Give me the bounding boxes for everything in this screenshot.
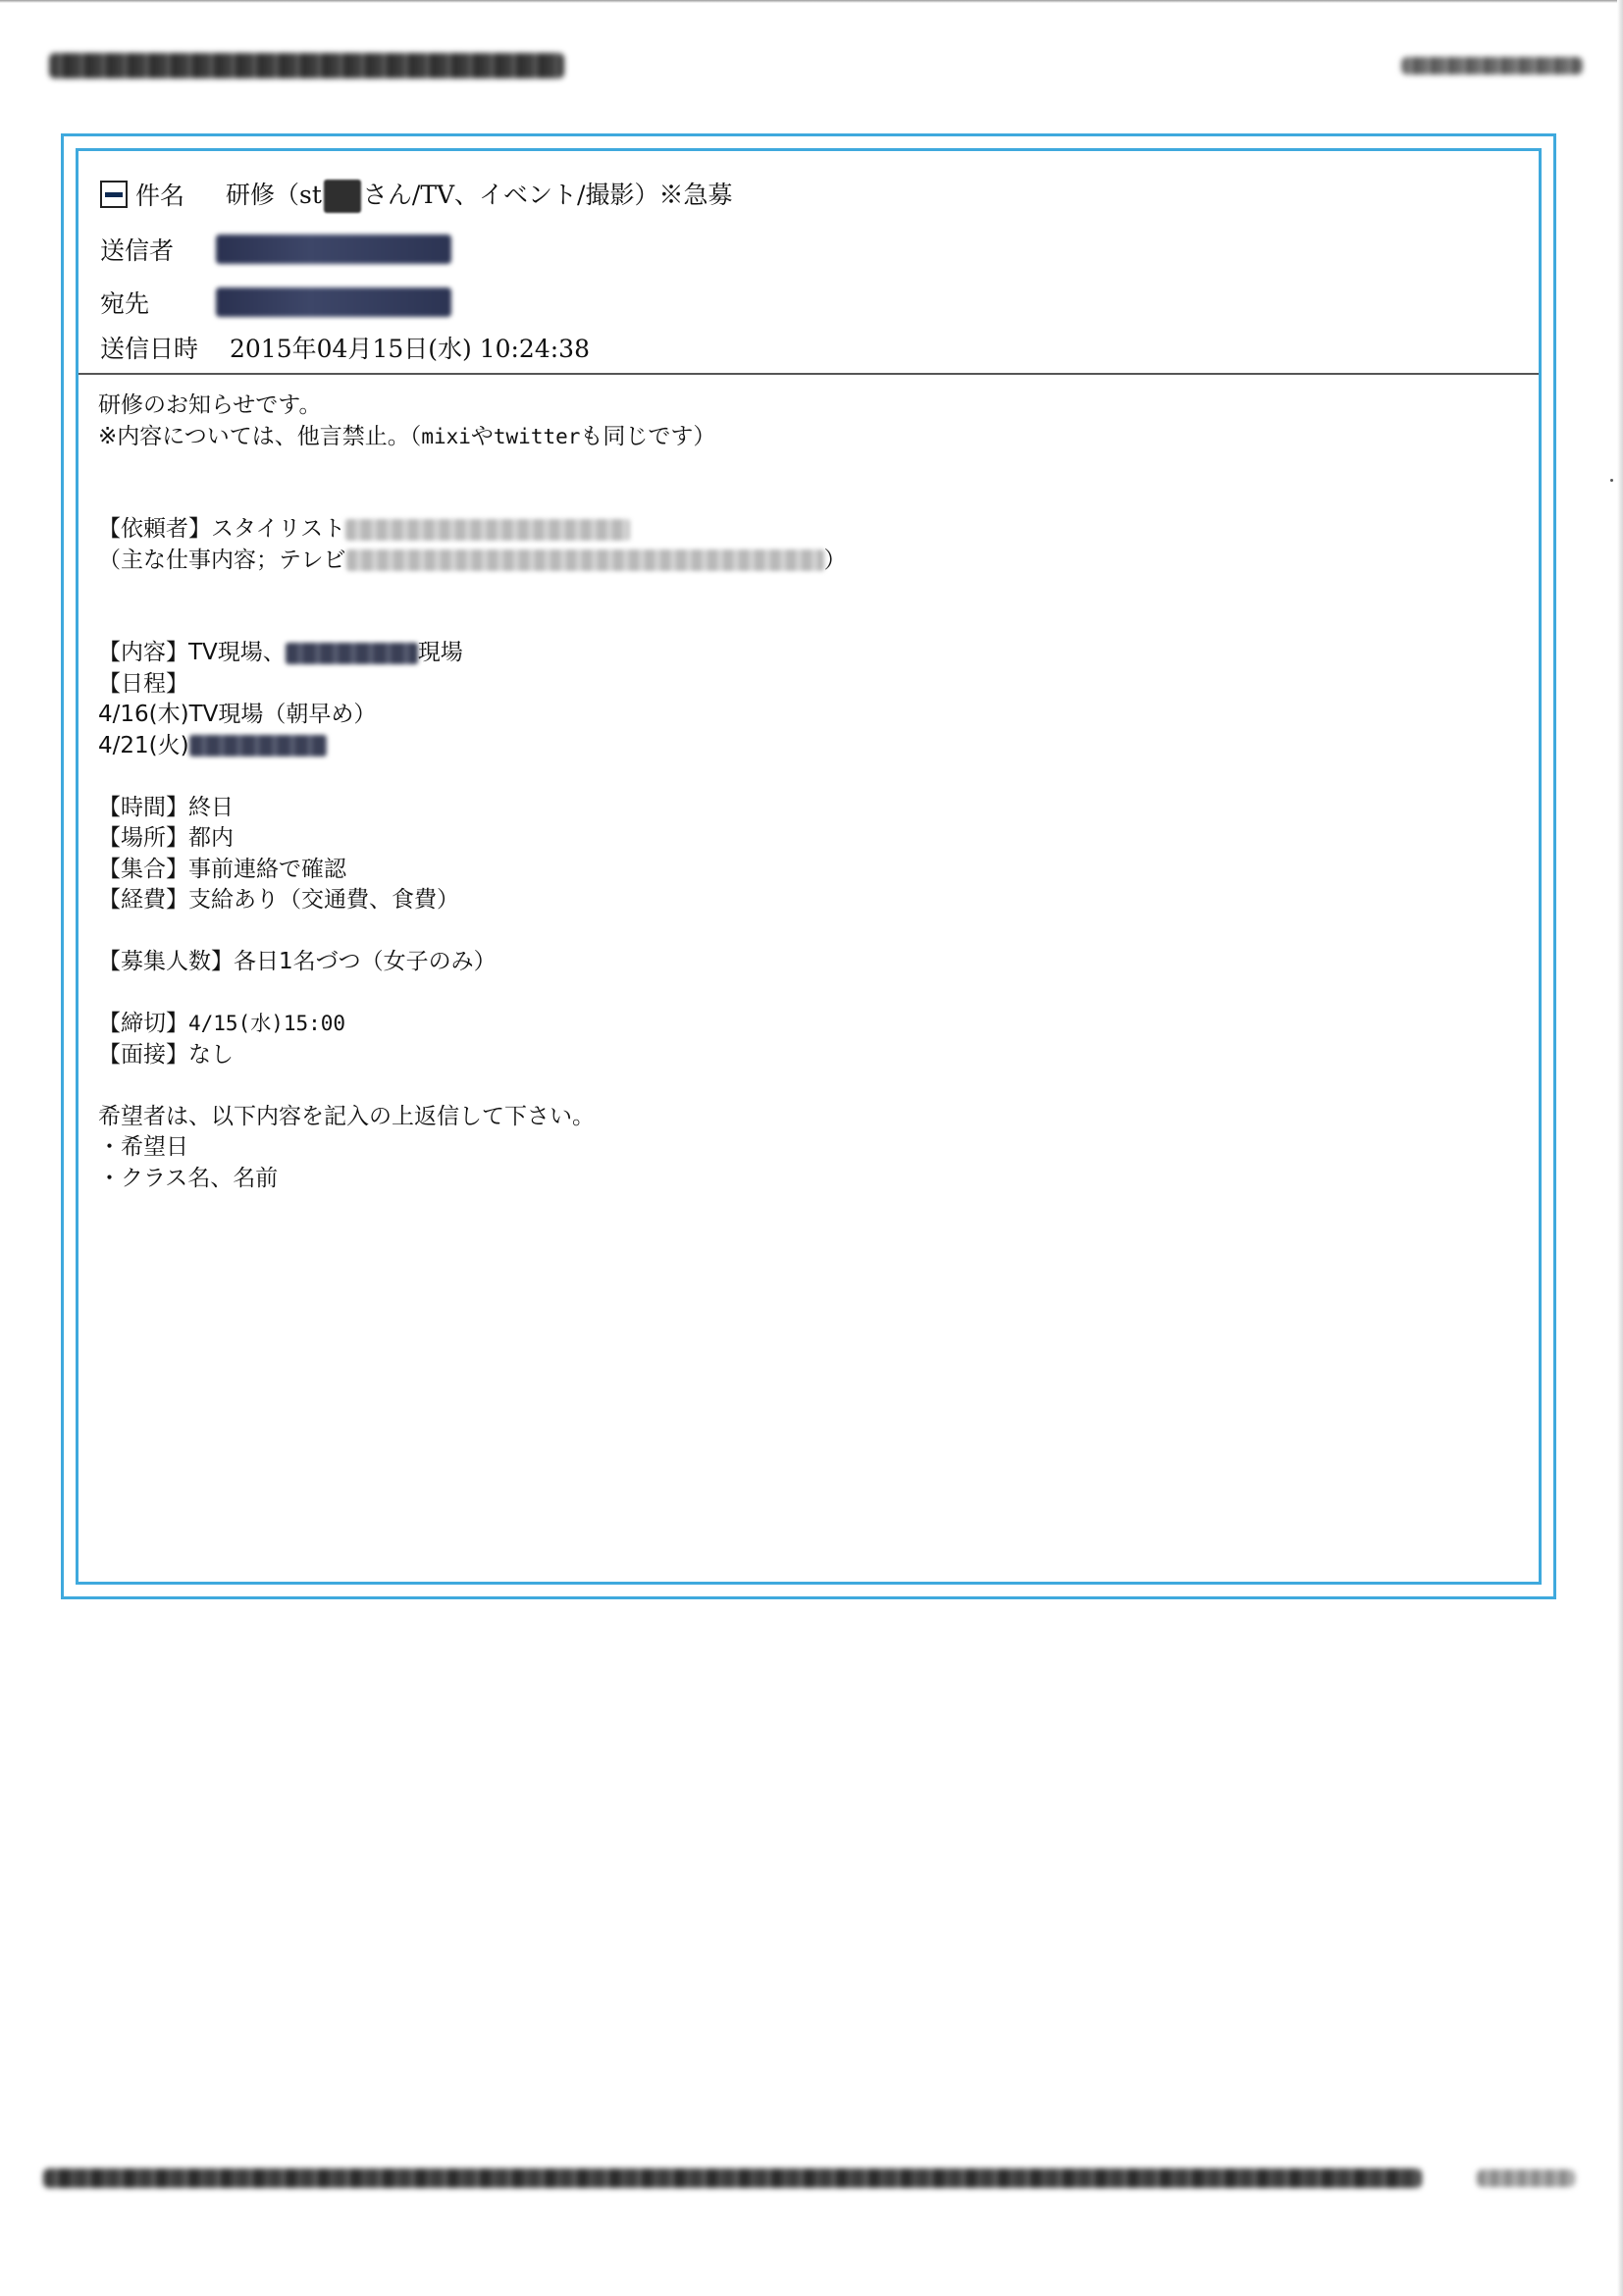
redacted-sender — [216, 235, 451, 264]
subject-value — [226, 176, 732, 214]
redacted-requester — [345, 519, 630, 541]
date-label: 送信日時 — [100, 335, 199, 363]
requester-line — [98, 514, 1519, 546]
redacted-header-left — [49, 53, 564, 78]
redacted-date2 — [189, 735, 327, 757]
date-row — [100, 328, 590, 367]
redacted-recipient — [216, 287, 451, 317]
subject-label: 件名 — [135, 182, 185, 210]
place-line: 【場所】都内 — [98, 825, 234, 851]
text: ※内容については、他言禁止。（ — [98, 423, 422, 449]
sender-row — [100, 230, 451, 269]
email-frame — [61, 133, 1556, 1599]
reply-item: ・クラス名、名前 — [98, 1165, 279, 1191]
subject-row — [100, 175, 732, 214]
date2-line — [98, 731, 1519, 762]
text: 【締切】 — [98, 1011, 188, 1036]
redacted-footer-right — [1477, 2169, 1575, 2187]
time-line: 【時間】終日 — [98, 794, 234, 820]
meeting-line: 【集合】事前連絡で確認 — [98, 856, 346, 882]
body-line: 研修のお知らせです。 — [98, 392, 322, 418]
redacted-content — [286, 643, 418, 664]
reply-item: ・希望日 — [98, 1134, 188, 1160]
text: や — [470, 423, 494, 449]
minus-icon[interactable] — [100, 181, 128, 208]
redacted-footer-left — [43, 2168, 1422, 2188]
scan-edge-right — [1617, 0, 1623, 2296]
interview-line: 【面接】なし — [98, 1041, 234, 1068]
text: 4/21(火) — [98, 732, 189, 758]
subject-prefix: 研修（st — [226, 180, 322, 209]
content-line — [98, 638, 1519, 669]
text: 4/15(水)15:00 — [188, 1012, 346, 1035]
text: twitter — [493, 424, 581, 448]
text: 【依頼者】スタイリスト — [98, 516, 346, 542]
redacted-work — [346, 549, 824, 571]
recipient-label: 宛先 — [100, 289, 150, 318]
text: も同じです） — [580, 423, 716, 449]
text: ） — [823, 547, 847, 573]
scan-edge — [0, 0, 1623, 3]
date-value: 2015年04月15日(水) 10:24:38 — [230, 335, 590, 363]
expense-line: 【経費】支給あり（交通費、食費） — [98, 887, 459, 913]
work-line — [98, 546, 1519, 577]
schedule-line: 【日程】 — [98, 670, 188, 697]
reply-line: 希望者は、以下内容を記入の上返信して下さい。 — [98, 1103, 595, 1129]
subject-suffix: さん/TV、イベント/撮影）※急募 — [362, 180, 733, 209]
email-header — [79, 151, 1539, 375]
recipient-row — [100, 283, 451, 322]
scan-speck — [1610, 479, 1613, 482]
text: mixi — [421, 424, 471, 448]
email-body — [98, 391, 1519, 1194]
text: （主な仕事内容；テレビ — [98, 547, 346, 573]
text: 現場 — [417, 640, 463, 665]
date1-line: 4/16(木)TV現場（朝早め） — [98, 702, 377, 727]
sender-label: 送信者 — [100, 236, 175, 265]
text: 【内容】TV現場、 — [98, 640, 286, 665]
redacted-header-right — [1401, 57, 1583, 75]
redacted-name — [324, 180, 361, 213]
deadline-line — [98, 1009, 1519, 1040]
email-frame-inner — [76, 148, 1542, 1585]
headcount-line: 【募集人数】各日1名づつ（女子のみ） — [98, 949, 497, 974]
body-line-confidential — [98, 422, 1519, 453]
